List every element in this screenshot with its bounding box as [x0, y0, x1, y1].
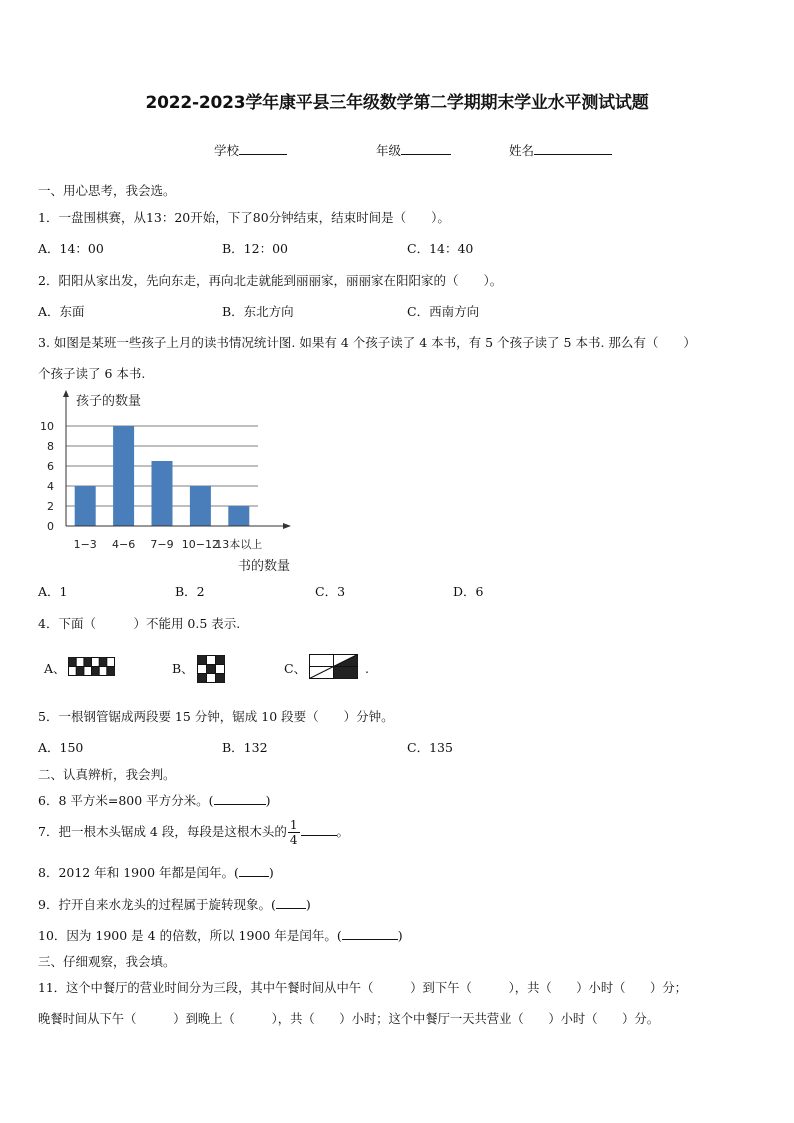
question-11-line-1: 11．这个中餐厅的营业时间分为三段，其中午餐时间从中午（ ）到下午（ ），共（ ）小时（ ）分； — [38, 981, 687, 995]
chart-y-tick-label: 0 — [47, 520, 54, 533]
chart-x-tick-label: 10−12 — [181, 538, 220, 551]
q7-end: 。 — [336, 824, 350, 839]
q7-fraction-denominator: 4 — [289, 833, 298, 847]
q6-answer-blank[interactable] — [214, 792, 266, 805]
q10-end: ) — [397, 928, 403, 943]
section-heading-3: 三、仔细观察，我会填。 — [38, 954, 176, 969]
section-heading-2: 二、认真辨析，我会判。 — [38, 767, 176, 782]
name-blank[interactable] — [534, 142, 612, 155]
q6-end: ) — [265, 793, 271, 808]
q7-fraction — [288, 819, 300, 846]
q4-option-a-figure[interactable] — [68, 657, 116, 677]
q5-option-c[interactable]: C．135 — [407, 740, 453, 755]
chart-y-tick-label: 6 — [47, 460, 54, 473]
q10-answer-blank[interactable] — [342, 927, 398, 940]
chart-bar — [152, 461, 173, 526]
chart-x-tick-label: 4−6 — [111, 538, 136, 551]
q6-text: 6．8 平方米=800 平方分米。( — [38, 793, 214, 808]
school-label: 学校 — [214, 143, 240, 158]
question-7 — [38, 819, 349, 846]
chart-bar — [228, 506, 249, 526]
chart-x-tick-label: 13本以上 — [215, 538, 263, 551]
q4-option-c-figure[interactable] — [309, 654, 359, 680]
q8-end: ) — [268, 865, 274, 880]
q5-option-a[interactable]: A．150 — [38, 740, 84, 755]
chart-bar — [113, 426, 134, 526]
question-6 — [38, 791, 270, 809]
q1-option-a[interactable]: A．14：00 — [38, 241, 104, 256]
chart-bar — [190, 486, 211, 526]
chart-x-tick-label: 7−9 — [150, 538, 174, 551]
q3-option-d[interactable]: D．6 — [453, 584, 484, 599]
q8-text: 8．2012 年和 1900 年都是闰年。( — [38, 865, 239, 880]
question-8 — [38, 863, 274, 881]
question-3-line-2: 个孩子读了 6 本书. — [38, 366, 146, 381]
question-3-line-1: 3. 如图是某班一些孩子上月的读书情况统计图. 如果有 4 个孩子读了 4 本书，有 5 个孩子读了 5 本书. 那么有（ ） — [38, 335, 696, 350]
q1-option-b[interactable]: B．12：00 — [222, 241, 288, 256]
question-2: 2．阳阳从家出发，先向东走，再向北走就能到丽丽家，丽丽家在阳阳家的（ ）。 — [38, 273, 503, 288]
chart-y-tick-label: 10 — [40, 420, 54, 433]
grade-field — [376, 141, 451, 159]
q4-option-a-label[interactable]: A、 — [44, 661, 66, 676]
bar-chart — [30, 386, 320, 578]
chart-x-axis-arrow — [283, 523, 291, 529]
q4-end-period: . — [365, 661, 369, 676]
q9-answer-blank[interactable] — [276, 896, 306, 909]
chart-y-axis-arrow — [63, 390, 69, 397]
q9-text: 9．拧开自来水龙头的过程属于旋转现象。( — [38, 897, 276, 912]
school-blank[interactable] — [239, 142, 287, 155]
question-9 — [38, 895, 311, 913]
q2-option-b[interactable]: B．东北方向 — [222, 304, 294, 319]
question-11-line-2: 晚餐时间从下午（ ）到晚上（ ），共（ ）小时；这个中餐厅一天共营业（ ）小时（ ）分。 — [38, 1012, 659, 1026]
q5-option-b[interactable]: B．132 — [222, 740, 268, 755]
question-4: 4．下面（ ）不能用 0.5 表示. — [38, 616, 241, 631]
q7-text: 7．把一根木头锯成 4 段，每段是这根木头的 — [38, 824, 287, 839]
q7-answer-blank[interactable] — [301, 823, 337, 836]
chart-y-tick-label: 2 — [47, 500, 54, 513]
page-title: 2022-2023学年康平县三年级数学第二学期期末学业水平测试试题 — [145, 93, 649, 113]
q9-end: ) — [305, 897, 311, 912]
chart-bar — [75, 486, 96, 526]
q8-answer-blank[interactable] — [239, 864, 269, 877]
question-5: 5．一根钢管锯成两段要 15 分钟，锯成 10 段要（ ）分钟。 — [38, 709, 394, 724]
name-label: 姓名 — [509, 143, 535, 158]
q10-text: 10．因为 1900 是 4 的倍数，所以 1900 年是闰年。( — [38, 928, 342, 943]
school-field — [214, 141, 287, 159]
chart-x-tick-label: 1−3 — [73, 538, 97, 551]
chart-y-axis-label: 孩子的数量 — [76, 394, 142, 409]
name-field — [509, 141, 612, 159]
q4-option-b-label[interactable]: B、 — [172, 661, 194, 676]
grade-blank[interactable] — [401, 142, 451, 155]
q7-fraction-numerator: 1 — [289, 818, 298, 832]
q2-option-c[interactable]: C．西南方向 — [407, 304, 480, 319]
chart-x-axis-label: 书的数量 — [238, 559, 291, 574]
question-10 — [38, 926, 403, 944]
q3-option-c[interactable]: C．3 — [315, 584, 346, 599]
chart-y-tick-label: 4 — [47, 480, 54, 493]
q1-option-c[interactable]: C．14：40 — [407, 241, 474, 256]
chart-y-tick-label: 8 — [47, 440, 54, 453]
q4-option-c-label[interactable]: C、 — [284, 661, 307, 676]
q3-option-b[interactable]: B．2 — [175, 584, 205, 599]
q3-option-a[interactable]: A．1 — [38, 584, 68, 599]
question-1: 1．一盘围棋赛，从13：20开始，下了80分钟结束，结束时间是（ ）。 — [38, 210, 450, 225]
section-heading-1: 一、用心思考，我会选。 — [38, 183, 176, 198]
q4-option-b-figure[interactable] — [197, 655, 226, 684]
q2-option-a[interactable]: A．东面 — [38, 304, 85, 319]
grade-label: 年级 — [376, 143, 402, 158]
